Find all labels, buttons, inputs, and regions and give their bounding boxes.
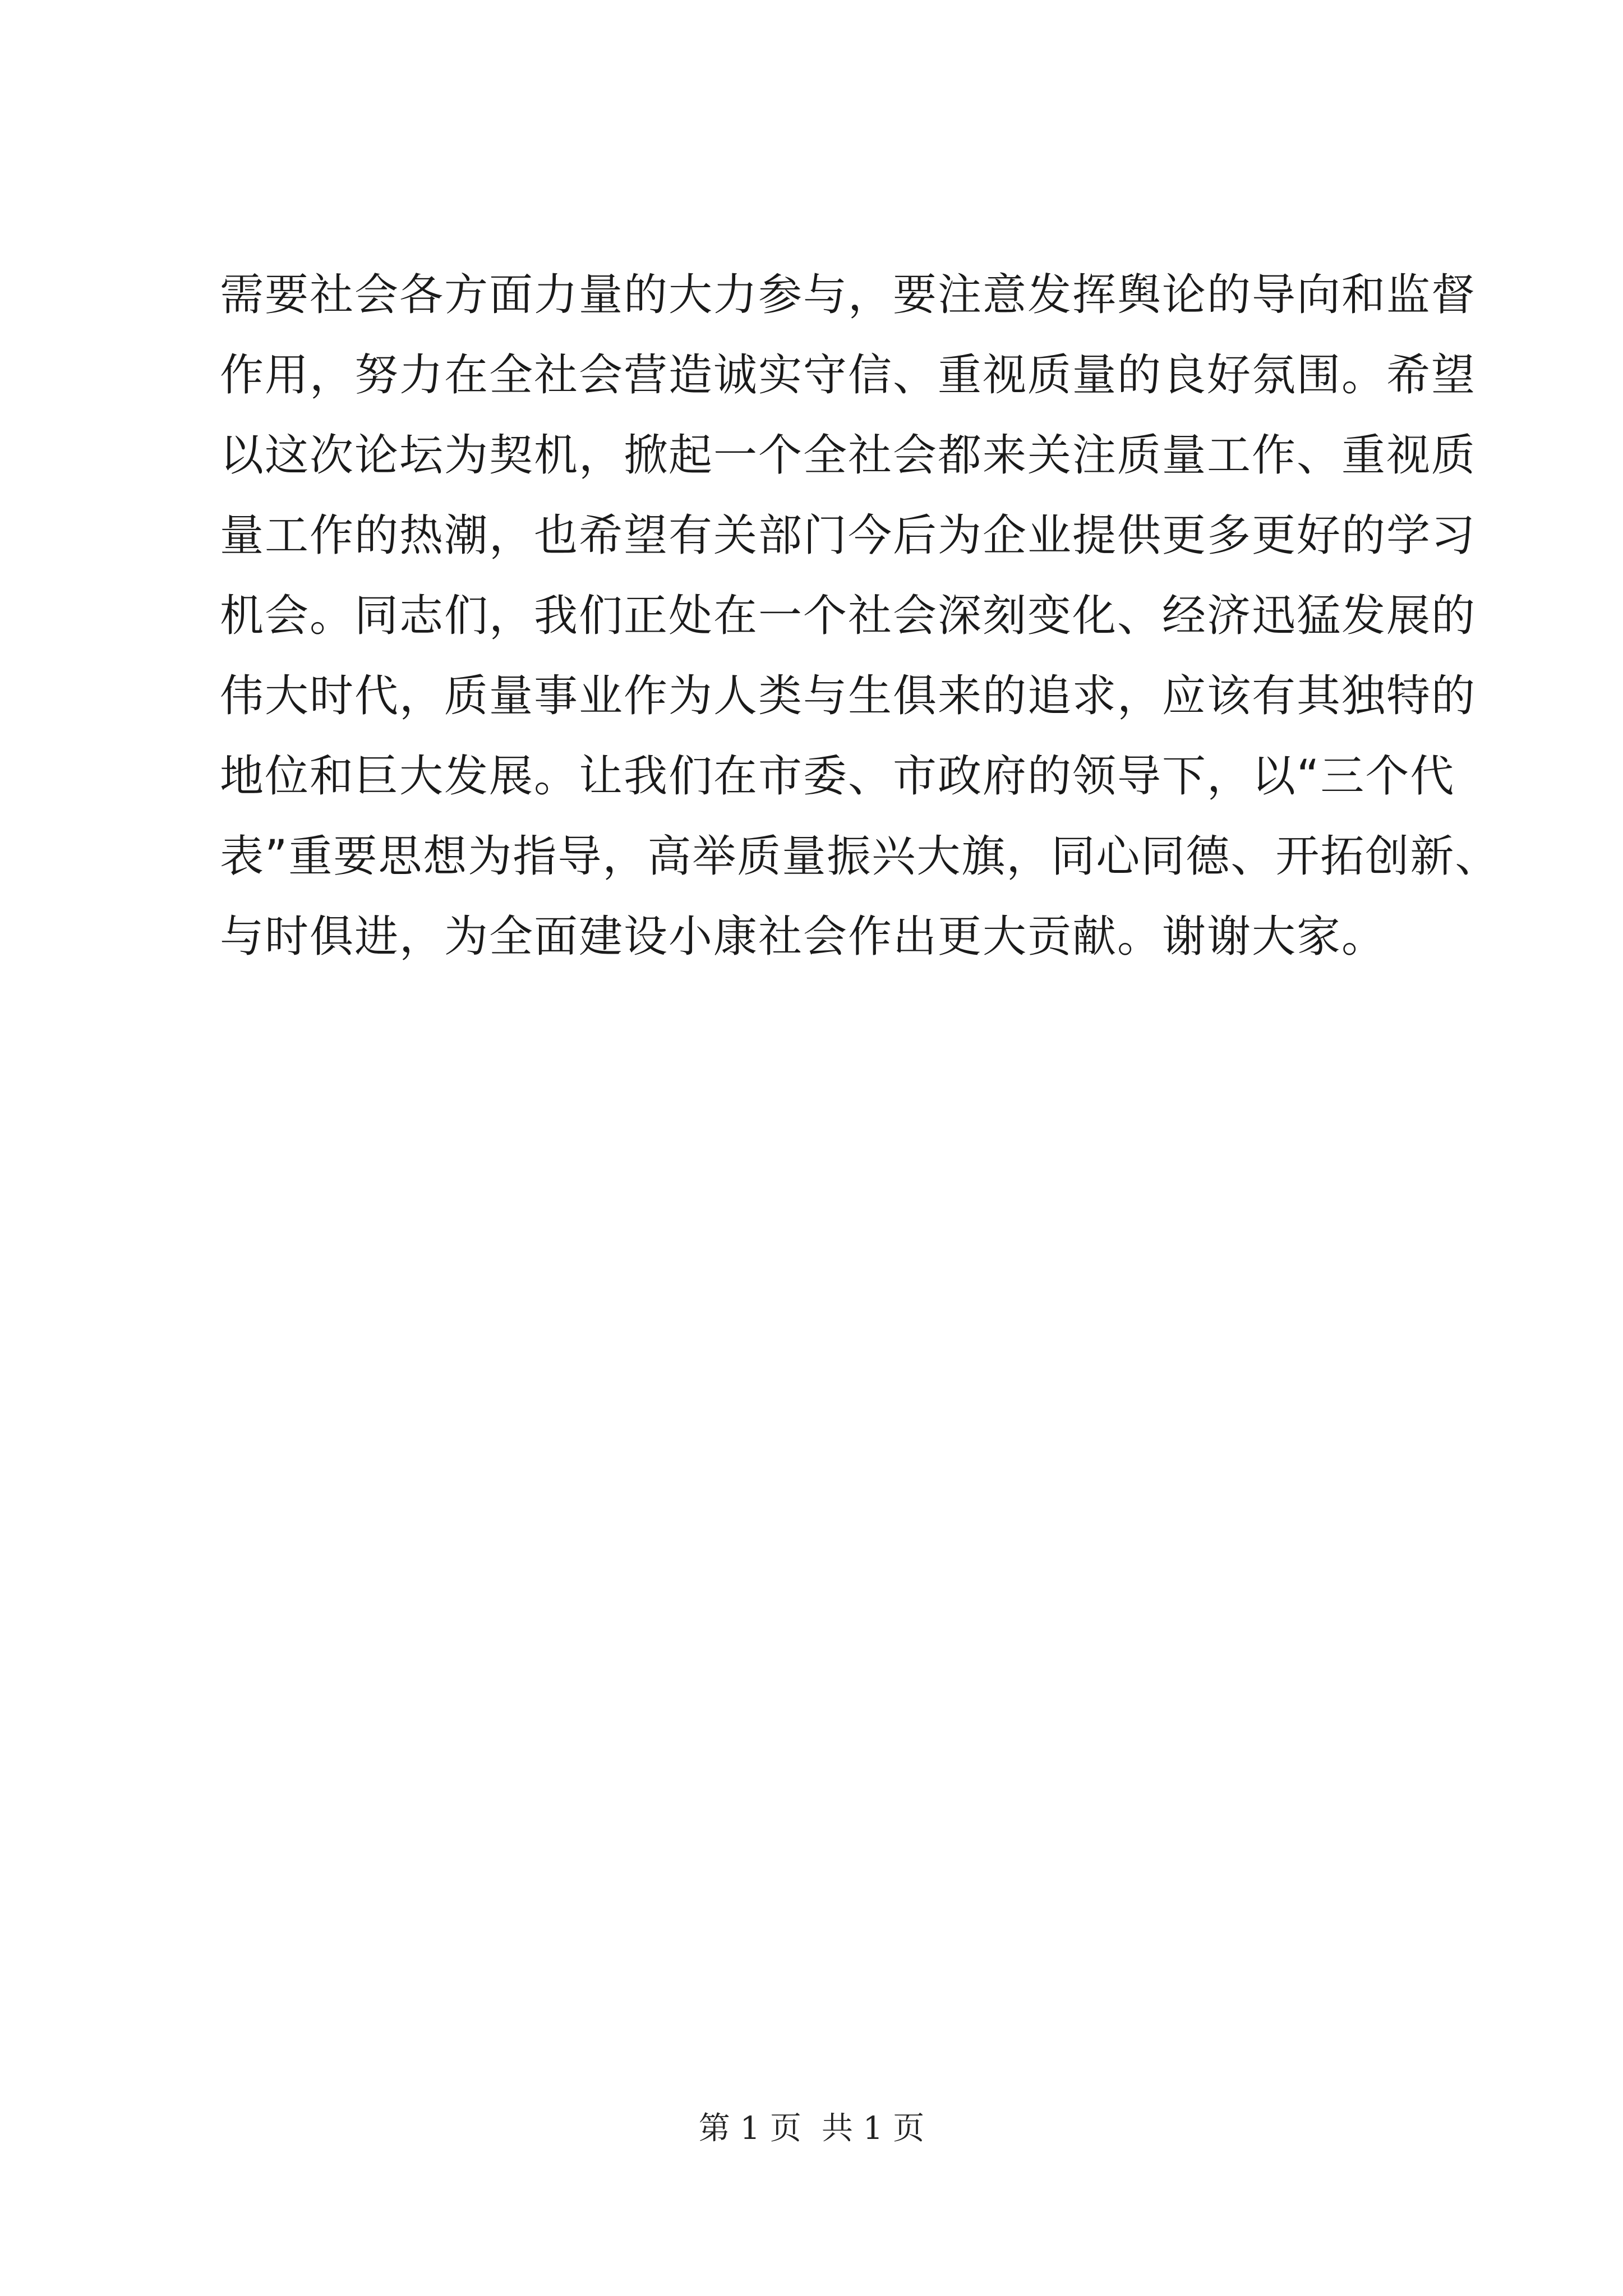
paragraph-line: 与时俱进，为全面建设小康社会作出更大贡献。谢谢大家。 [220,912,1387,962]
paragraph-line: 机会。同志们，我们正处在一个社会深刻变化、经济迅猛发展的 [220,591,1477,641]
page-number-current: 第 1 页 [698,2110,801,2147]
body-paragraph [220,255,1500,977]
paragraph-line: 需要社会各方面力量的大力参与，要注意发挥舆论的导向和监督 [220,270,1477,320]
paragraph-line: 作用，努力在全社会营造诚实守信、重视质量的良好氛围。希望 [220,350,1477,401]
paragraph-line: 伟大时代，质量事业作为人类与生俱来的追求，应该有其独特的 [220,671,1477,721]
paragraph-line: 以这次论坛为契机，掀起一个全社会都来关注质量工作、重视质 [220,430,1477,481]
paragraph-line: 量工作的热潮，也希望有关部门今后为企业提供更多更好的学习 [220,510,1477,561]
paragraph-line: 表”重要思想为指导，高举质量振兴大旗，同心同德、开拓创新、 [220,831,1500,882]
page-footer [0,2106,1623,2151]
paragraph-line: 地位和巨大发展。让我们在市委、市政府的领导下，以“三个代 [220,751,1455,802]
page-number-total: 共 1 页 [822,2110,925,2147]
